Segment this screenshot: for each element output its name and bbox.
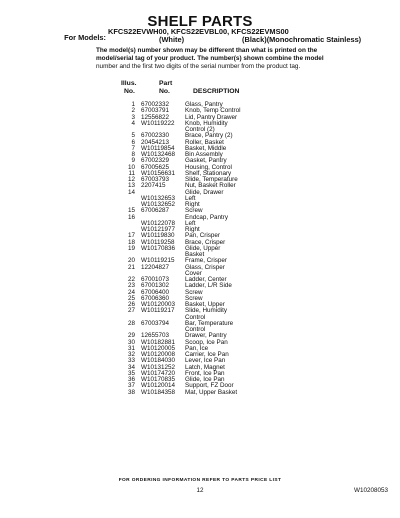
note-line-2: model/serial tag of your product. The number(s) shown combine the model — [96, 55, 324, 63]
part-number: 67002330 — [141, 132, 170, 140]
parts-table-header — [121, 80, 241, 95]
part-description: Knob, Humidity — [185, 119, 228, 127]
part-number: W10170835 — [141, 376, 175, 384]
illus-number: 8 — [131, 151, 135, 159]
part-description: Glass, Pantry — [185, 101, 223, 109]
part-number: 67003793 — [141, 176, 170, 184]
part-description: Right — [185, 226, 200, 234]
model-color-black-stainless: (Black)(Monochromatic Stainless) — [242, 35, 362, 45]
model-colors — [108, 36, 396, 44]
part-description: Drawer, Pantry — [185, 332, 227, 340]
part-description: Nut, Basket Roller — [185, 182, 236, 190]
illus-number: 26 — [127, 301, 135, 309]
illus-number: 27 — [127, 307, 135, 315]
part-number: 67006400 — [141, 288, 170, 296]
part-description: Control (2) — [185, 126, 215, 134]
part-number: W10156631 — [141, 169, 175, 177]
part-description: Knob, Temp Control — [185, 107, 241, 115]
part-description: Basket — [185, 251, 205, 259]
illus-number: 30 — [127, 338, 135, 346]
illus-number: 33 — [127, 357, 135, 365]
part-description: Basket, Middle — [185, 144, 227, 152]
models-numbers: KFCS22EVWH00, KFCS22EVBL00, KFCS22EVMS00 — [108, 27, 289, 36]
illus-number: 13 — [127, 182, 135, 190]
part-description: Slide, Humidity — [185, 307, 227, 315]
part-description: Bar, Temperature — [185, 319, 234, 327]
part-description: Glass, Crisper — [185, 263, 225, 271]
illus-number: 5 — [131, 132, 135, 140]
illus-number: 14 — [127, 188, 135, 196]
illus-number: 36 — [127, 376, 135, 384]
illus-number: 25 — [127, 294, 135, 302]
part-description: Left — [185, 194, 196, 202]
part-description: Roller, Basket — [185, 138, 224, 146]
page-number: 12 — [196, 487, 204, 494]
part-description: Basket, Upper — [185, 301, 225, 309]
illus-number: 19 — [127, 244, 135, 252]
part-description: Mat, Upper Basket — [185, 388, 238, 396]
part-description: Frame, Crisper — [185, 257, 227, 265]
illus-number: 37 — [127, 382, 135, 390]
part-number: 67003791 — [141, 107, 170, 115]
part-description: Endcap, Pantry — [185, 213, 229, 221]
part-description: Housing, Control — [185, 163, 232, 171]
illus-number: 21 — [127, 263, 135, 271]
part-description: Carrier, Ice Pan — [185, 351, 229, 359]
illus-number: 24 — [127, 288, 135, 296]
illus-number: 17 — [127, 232, 135, 240]
illus-number: 3 — [131, 113, 135, 121]
part-number: W10119217 — [141, 307, 175, 315]
part-description: Pan, Crisper — [185, 232, 220, 240]
part-description: Slide, Temperature — [185, 176, 238, 184]
part-number: 12655703 — [141, 332, 170, 340]
part-description: Right — [185, 201, 200, 209]
part-number: W10120014 — [141, 382, 175, 390]
part-number: W10132653 — [141, 194, 175, 202]
part-number: W10119830 — [141, 232, 175, 240]
illus-number: 23 — [127, 282, 135, 290]
part-description: Lid, Pantry Drawer — [185, 113, 238, 121]
illus-number: 34 — [127, 363, 135, 371]
illus-number: 4 — [131, 119, 135, 127]
part-description: Glide, Drawer — [185, 188, 224, 196]
illus-number: 15 — [127, 207, 135, 215]
illus-number: 31 — [127, 344, 135, 352]
page-title: SHELF PARTS — [147, 13, 253, 30]
part-number: W10132468 — [141, 151, 175, 159]
part-number: W10131252 — [141, 363, 175, 371]
illus-number: 6 — [131, 138, 135, 146]
model-note — [96, 47, 396, 72]
illus-number: 18 — [127, 238, 135, 246]
part-number: 12204827 — [141, 263, 170, 271]
part-number: 2207415 — [141, 182, 166, 190]
part-description: Brace, Pantry (2) — [185, 132, 233, 140]
part-number: W10119222 — [141, 119, 175, 127]
illus-number: 28 — [127, 319, 135, 327]
part-number: W10122078 — [141, 219, 175, 227]
illus-number: 9 — [131, 157, 135, 165]
part-number: 67005625 — [141, 163, 170, 171]
part-description: Screw — [185, 288, 203, 296]
part-number: W10132652 — [141, 201, 175, 209]
part-description: Scoop, Ice Pan — [185, 338, 228, 346]
note-line-1: The model(s) number shown may be different than what is printed on the — [96, 47, 318, 54]
part-description: Support, FZ Door — [185, 382, 234, 390]
illus-number: 7 — [131, 144, 135, 152]
part-number: W10184030 — [141, 357, 175, 365]
illus-number: 32 — [127, 351, 135, 359]
part-description: Control — [185, 313, 206, 321]
illus-number: 22 — [127, 276, 135, 284]
part-number: W10182881 — [141, 338, 175, 346]
part-description: Cover — [185, 269, 202, 277]
parts-table — [121, 80, 241, 396]
part-description: Latch, Magnet — [185, 363, 225, 371]
part-number: 67006287 — [141, 207, 170, 215]
part-number: 67001073 — [141, 276, 170, 284]
part-description: Shelf, Stationary — [185, 169, 232, 177]
part-number: W10174720 — [141, 369, 175, 377]
model-color-white: (White) — [159, 35, 185, 45]
part-description: Bin Assembly — [185, 151, 223, 159]
illus-number: 1 — [131, 101, 135, 109]
part-number: W10119215 — [141, 257, 175, 265]
illus-number: 35 — [127, 369, 135, 377]
part-number: 67003794 — [141, 319, 170, 327]
part-description: Lever, Ice Pan — [185, 357, 226, 365]
part-description: Glide, Upper — [185, 244, 221, 252]
part-description: Glide, Ice Pan — [185, 376, 225, 384]
part-number: 67006360 — [141, 294, 170, 302]
note-line-3: number and the first two digits of the serial number from the product tag. — [96, 63, 301, 71]
part-number: 12556822 — [141, 113, 170, 121]
document-number: W10208053 — [354, 487, 388, 494]
part-number: 67001302 — [141, 282, 170, 290]
header-illus-no: Illus. No. — [121, 80, 137, 95]
part-number: W10120003 — [141, 301, 175, 309]
part-number: 67002329 — [141, 157, 170, 165]
model-list — [64, 27, 396, 45]
part-description: Ladder, Center — [185, 276, 227, 284]
part-description: Front, Ice Pan — [185, 369, 225, 377]
part-number: W10120005 — [141, 344, 175, 352]
illus-number: 16 — [127, 213, 135, 221]
illus-number: 2 — [131, 107, 135, 115]
illus-number: 29 — [127, 332, 135, 340]
part-number: W10119258 — [141, 238, 175, 246]
part-number: 67002332 — [141, 101, 170, 109]
illus-number: 10 — [127, 163, 135, 171]
part-number: W10121977 — [141, 226, 175, 234]
part-description: Pan, Ice — [185, 344, 209, 352]
illus-number: 11 — [128, 169, 135, 177]
parts-table-body — [121, 102, 241, 396]
part-description: Control — [185, 326, 206, 334]
header-part-no: Part No. — [159, 80, 173, 95]
part-number: W10184358 — [141, 388, 175, 396]
part-description: Ladder, L/R Side — [185, 282, 232, 290]
part-number: W10120008 — [141, 351, 175, 359]
part-number: W10119854 — [141, 144, 175, 152]
part-number: 20454213 — [141, 138, 170, 146]
header-description: DESCRIPTION — [193, 87, 240, 95]
part-number: W10170836 — [141, 244, 175, 252]
part-description: Screw — [185, 207, 203, 215]
part-description: Screw — [185, 294, 203, 302]
illus-number: 20 — [127, 257, 135, 265]
table-row — [121, 390, 241, 396]
illus-number: 12 — [127, 176, 135, 184]
models-label: For Models: — [64, 33, 106, 42]
part-description: Brace, Crisper — [185, 238, 226, 246]
ordering-info: FOR ORDERING INFORMATION REFER TO PARTS PRICE LIST — [118, 478, 282, 483]
part-description: Left — [185, 219, 196, 227]
illus-number: 38 — [127, 388, 135, 396]
part-description: Gasket, Pantry — [185, 157, 227, 165]
